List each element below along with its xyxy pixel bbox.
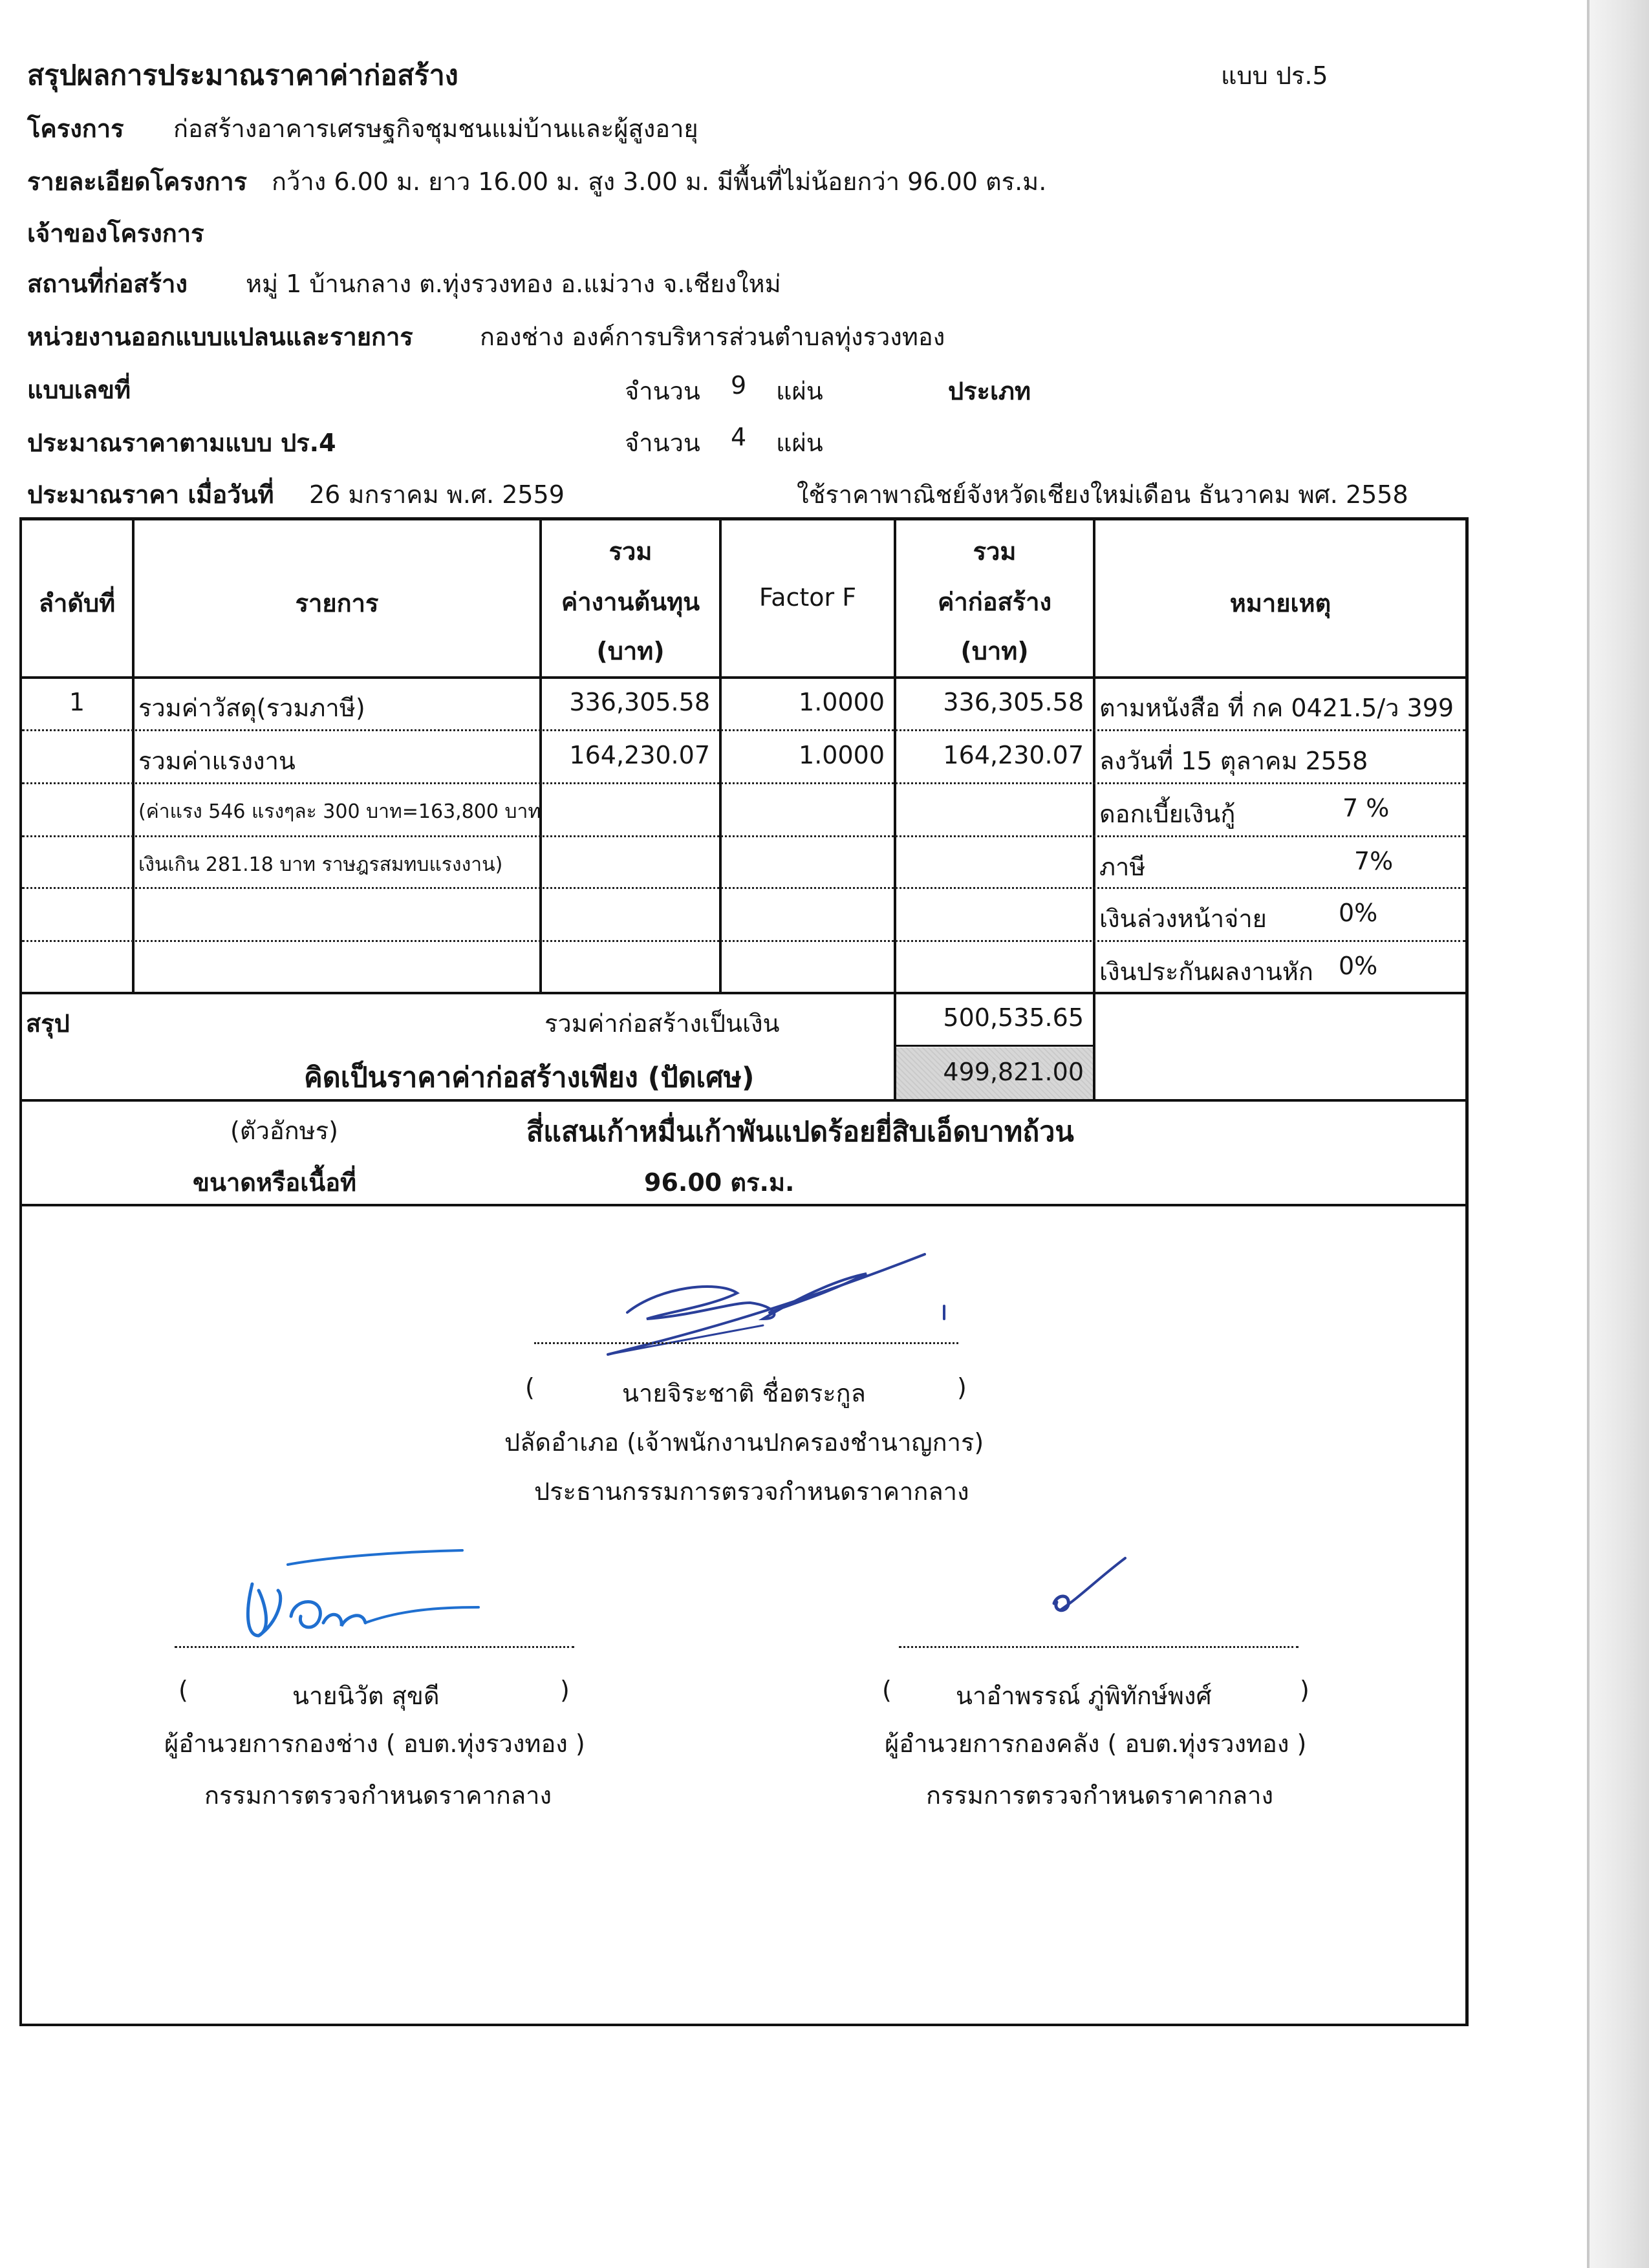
- price-reference: ใช้ราคาพาณิชย์จังหวัดเชียงใหม่เดือน ธันวาคม พศ. 2558: [797, 480, 1408, 509]
- table-right-border: [1465, 517, 1469, 2026]
- details-value: กว้าง 6.00 ม. ยาว 16.00 ม. สูง 3.00 ม. มีพื้นที่ไม่น้อยกว่า 96.00 ตร.ม.: [272, 167, 1047, 196]
- cell-remark-value: 7 %: [1342, 794, 1390, 822]
- cell-cost: 164,230.07: [569, 741, 710, 769]
- header-total-line1: รวม: [973, 537, 1017, 566]
- chair-name: นายจิระชาติ ชื่อตระกูล: [622, 1379, 866, 1407]
- amount-words-value: สี่แสนเก้าหมื่นเก้าพันแปดร้อยยี่สิบเอ็ดบาทถ้วน: [526, 1116, 1074, 1148]
- page-edge-shadow: [1588, 0, 1649, 2268]
- cell-remark: ลงวันที่ 15 ตุลาคม 2558: [1099, 747, 1368, 775]
- chair-open-paren: (: [525, 1373, 535, 1402]
- cell-cost: 336,305.58: [569, 688, 710, 716]
- cell-item: รวมค่าแรงงาน: [138, 747, 296, 775]
- header-no: ลำดับที่: [38, 589, 116, 617]
- right-name: นาอำพรรณ์ ภู่พิทักษ์พงศ์: [956, 1682, 1212, 1710]
- row-separator: [22, 835, 1465, 837]
- left-role: กรรมการตรวจกำหนดราคากลาง: [204, 1781, 552, 1810]
- chair-role: ประธานกรรมการตรวจกำหนดราคากลาง: [534, 1477, 969, 1506]
- area-bottom-border: [19, 1204, 1468, 1206]
- summary-total-value: 500,535.65: [943, 1003, 1084, 1032]
- document-title: สรุปผลการประมาณราคาค่าก่อสร้าง: [27, 59, 458, 92]
- estimate-form-label: ประมาณราคาตามแบบ ปร.4: [27, 429, 336, 457]
- count-value-2: 4: [731, 423, 747, 451]
- cell-total: 164,230.07: [943, 741, 1084, 769]
- cell-remark-value: 0%: [1339, 899, 1378, 927]
- rows-bottom-border: [19, 992, 1468, 994]
- row-separator: [22, 887, 1465, 889]
- header-cost-line2: ค่างานต้นทุน: [561, 588, 700, 616]
- cell-remark: เงินประกันผลงานหัก: [1099, 957, 1313, 986]
- chair-position: ปลัดอำเภอ (เจ้าพนักงานปกครองชำนาญการ): [504, 1428, 984, 1457]
- cell-item: รวมค่าวัสดุ(รวมภาษี): [138, 694, 365, 722]
- header-factor: Factor F: [759, 583, 857, 612]
- sheet-unit-2: แผ่น: [776, 429, 823, 457]
- cell-item: เงินเกิน 281.18 บาท ราษฎรสมทบแรงงาน): [138, 853, 503, 876]
- header-cost-line3: (บาท): [596, 637, 665, 665]
- cell-item: (ค่าแรง 546 แรงๆละ 300 บาท=163,800 บาท: [138, 800, 541, 823]
- summary-total-label: รวมค่าก่อสร้างเป็นเงิน: [544, 1009, 780, 1038]
- cell-total: 336,305.58: [943, 688, 1084, 716]
- summary-label: สรุป: [26, 1009, 70, 1038]
- area-label: ขนาดหรือเนื้อที่: [193, 1168, 357, 1197]
- cell-remark: ดอกเบี้ยเงินกู้: [1099, 800, 1236, 828]
- project-value: ก่อสร้างอาคารเศรษฐกิจชุมชนแม่บ้านและผู้สูงอายุ: [173, 114, 698, 143]
- left-close-paren: ): [560, 1676, 570, 1704]
- left-signature-line: [175, 1646, 574, 1648]
- page-edge-line: [1587, 0, 1590, 2268]
- chair-signature-image: [582, 1241, 970, 1371]
- table-bottom-border: [19, 2024, 1468, 2026]
- table-left-border: [19, 517, 22, 2026]
- row-separator: [22, 729, 1465, 731]
- right-close-paren: ): [1300, 1676, 1310, 1704]
- row-separator: [22, 940, 1465, 942]
- location-label: สถานที่ก่อสร้าง: [27, 270, 188, 298]
- sheet-unit-1: แผ่น: [776, 377, 823, 405]
- rounded-label: คิดเป็นราคาค่าก่อสร้างเพียง (ปัดเศษ): [304, 1062, 755, 1094]
- cell-factor: 1.0000: [799, 741, 885, 769]
- left-signature-image: [233, 1545, 491, 1662]
- cell-remark-value: 7%: [1354, 847, 1394, 875]
- details-label: รายละเอียดโครงการ: [27, 167, 248, 196]
- designer-value: กองช่าง องค์การบริหารส่วนตำบลทุ่งรวงทอง: [480, 323, 945, 351]
- cell-remark: ตามหนังสือ ที่ กค 0421.5/ว 399: [1099, 694, 1454, 722]
- right-signature-line: [899, 1646, 1299, 1648]
- count-label-2: จำนวน: [625, 429, 700, 457]
- location-value: หมู่ 1 บ้านกลาง ต.ทุ่งรวงทอง อ.แม่วาง จ.เชียงใหม่: [246, 270, 781, 298]
- rounded-value: 499,821.00: [943, 1058, 1084, 1086]
- summary-inner-line: [895, 1045, 1094, 1047]
- cell-factor: 1.0000: [799, 688, 885, 716]
- amount-words-label: (ตัวอักษร): [230, 1117, 338, 1145]
- right-role: กรรมการตรวจกำหนดราคากลาง: [926, 1781, 1274, 1810]
- header-cost-line1: รวม: [609, 537, 652, 566]
- left-position: ผู้อำนวยการกองช่าง ( อบต.ทุ่งรวงทอง ): [164, 1729, 585, 1758]
- table-top-border: [19, 517, 1468, 520]
- header-bottom-border: [19, 676, 1468, 679]
- summary-bottom-border: [19, 1099, 1468, 1102]
- area-value: 96.00 ตร.ม.: [644, 1168, 795, 1197]
- header-total-line2: ค่าก่อสร้าง: [937, 588, 1052, 616]
- designer-label: หน่วยงานออกแบบแปลนและรายการ: [27, 323, 413, 351]
- right-position: ผู้อำนวยการกองคลัง ( อบต.ทุ่งรวงทอง ): [885, 1729, 1307, 1758]
- cell-no: 1: [69, 688, 85, 716]
- left-name: นายนิวัต สุขดี: [292, 1682, 440, 1710]
- header-item: รายการ: [295, 589, 379, 617]
- drawing-no-label: แบบเลขที่: [27, 376, 131, 404]
- estimate-date-label: ประมาณราคา เมื่อวันที่: [27, 480, 274, 509]
- header-remark: หมายเหตุ: [1229, 589, 1331, 617]
- cell-remark-value: 0%: [1339, 952, 1378, 980]
- type-label: ประเภท: [948, 377, 1031, 405]
- owner-label: เจ้าของโครงการ: [27, 219, 204, 248]
- cell-remark: เงินล่วงหน้าจ่าย: [1099, 904, 1267, 933]
- form-code: แบบ ปร.5: [1221, 61, 1328, 90]
- header-total-line3: (บาท): [960, 637, 1029, 665]
- project-label: โครงการ: [27, 114, 124, 143]
- right-open-paren: (: [882, 1676, 892, 1704]
- count-label-1: จำนวน: [625, 377, 700, 405]
- estimate-date-value: 26 มกราคม พ.ศ. 2559: [309, 480, 565, 509]
- cell-remark: ภาษี: [1099, 853, 1146, 881]
- chair-close-paren: ): [957, 1373, 967, 1402]
- left-open-paren: (: [178, 1676, 188, 1704]
- right-signature-image: [1035, 1552, 1138, 1642]
- chair-signature-line: [534, 1342, 958, 1344]
- count-value-1: 9: [731, 371, 747, 400]
- row-separator: [22, 782, 1465, 784]
